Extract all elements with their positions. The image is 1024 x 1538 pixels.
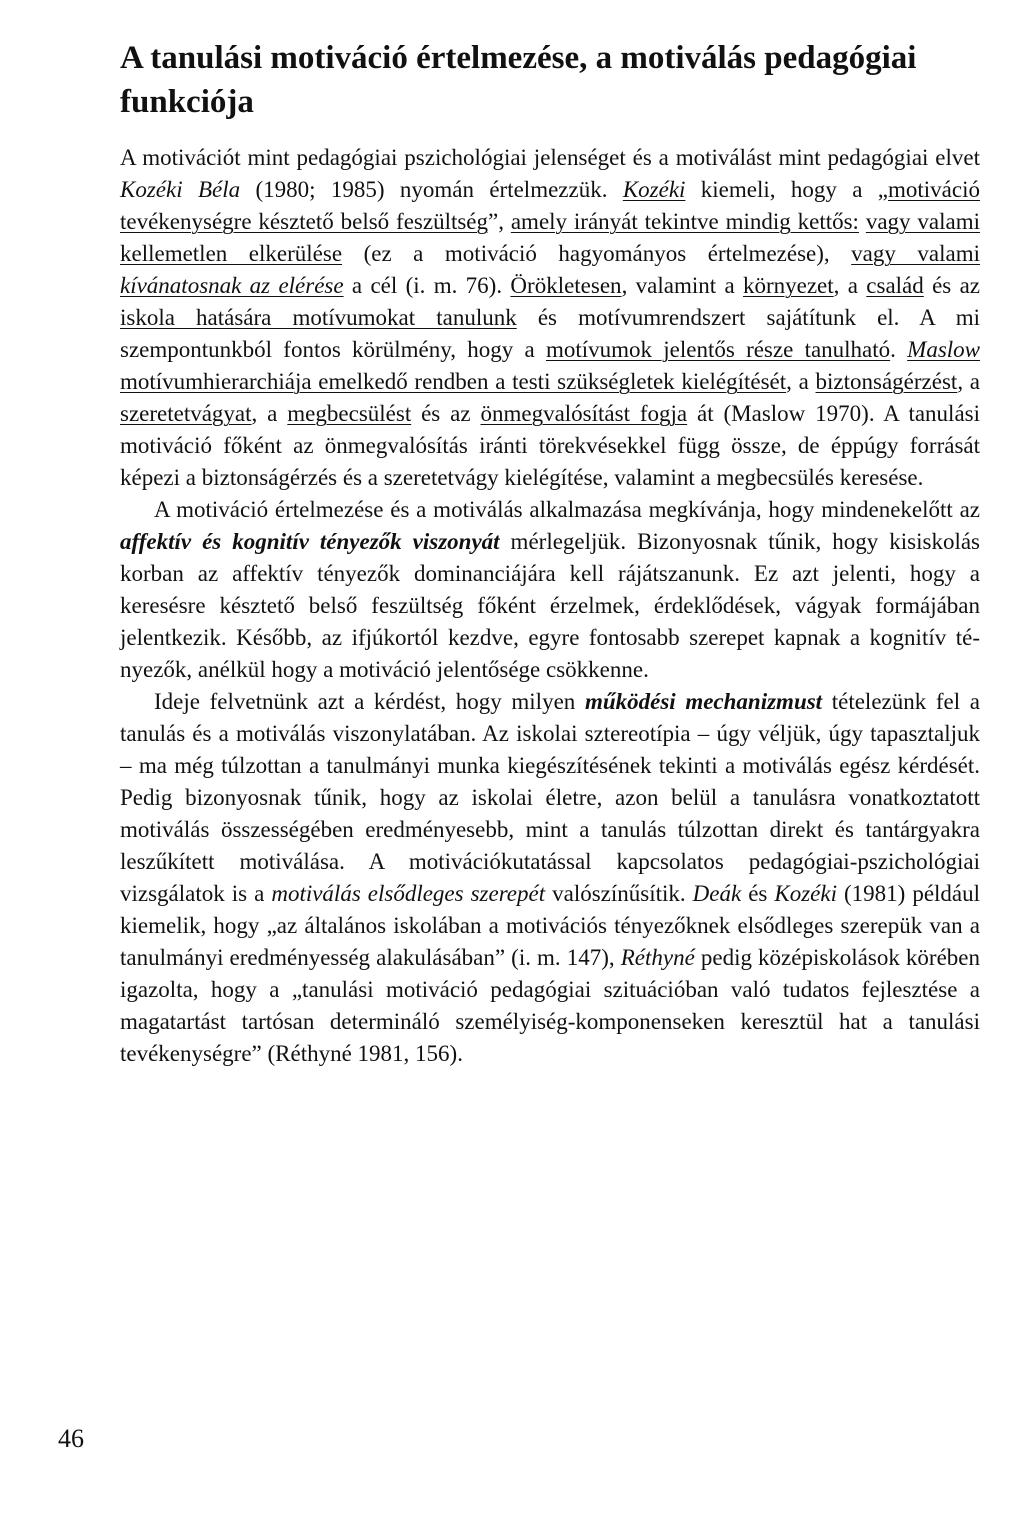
- author-name-underlined: Kozéki: [622, 177, 686, 202]
- underlined-phrase: motiváció tevékenységre késztető belső feszültség: [120, 177, 980, 234]
- italic-underlined-phrase: kívánatosnak az elérése: [120, 273, 344, 298]
- text-run: valószínűsítik.: [545, 881, 693, 906]
- text-run: , a: [957, 369, 980, 394]
- underlined-phrase: szeretetvágyat: [120, 401, 252, 426]
- text-run: ”,: [488, 209, 511, 234]
- underlined-phrase: megbecsülést: [287, 401, 412, 426]
- paragraph-2: [120, 494, 980, 686]
- underlined-phrase: motívumok jelentős része tanulható: [545, 337, 891, 362]
- body-text: [120, 142, 980, 1070]
- paragraph-3: [120, 686, 980, 1070]
- emphasized-term: működési mechanizmust: [584, 689, 823, 714]
- emphasized-term: affektív és kognitív tényezők viszonyát: [120, 529, 500, 554]
- text-run: és az: [411, 401, 481, 426]
- text-run: , a: [251, 401, 288, 426]
- text-run: tételezünk fel a tanulás és a motiválás viszonylatában. Az iskolai sztereotípia – úgy véljük, úgy tapasztaljuk – ma még túlzottan a tanulmányi munka kiegészítésének tekinti a motiválás egész kérdését. Pedig bizonyosnak tűnik, hogy az iskolai életre, azon belül a tanulásra vonatkoztatott motiválás összességében eredményesebb, mint a tanulás túlzottan direkt és tantárgyakra leszűkített motiválása. A motivációkutatással kapcsolatos pedagógiai-pszichológiai vizsgálatok is a: [120, 689, 980, 906]
- text-run: mérlegeljük. Bizonyosnak tűnik, hogy kisiskolás korban az affektív tényezők dominanciájára kell rájátszanunk. Ez azt jelenti, hogy a keresésre késztető belső feszültség főként érzelmek, érdeklődések, vágyak formájában jelentkezik. Később, az ifjúkortól kezdve, egyre fontosabb szerepet kapnak a kognitív tényezők, anélkül hogy a motiváció jelentősége csökkenne.: [120, 529, 980, 682]
- underlined-phrase: vagy valami: [851, 241, 980, 266]
- text-run: (1981) például kiemelik, hogy „az általános iskolában a motivációs tényezőknek elsődleges szerepük van a tanulmányi eredményesség alakulásában” (i. m. 147),: [120, 881, 981, 970]
- text-run: a cél (i. m. 76).: [343, 273, 511, 298]
- author-name: Kozéki: [774, 881, 837, 906]
- text-run: (ez a motiváció hagyományos értelmezése),: [342, 241, 852, 266]
- underlined-phrase: biztonságérzést: [815, 369, 958, 394]
- underlined-phrase: környezet: [742, 273, 834, 298]
- text-run: és: [741, 881, 775, 906]
- text-run: és az: [923, 273, 980, 298]
- text-run: pedig középiskolások körében igazolta, hogy a „tanulási motiváció pedagógiai szituációban való tudatos fejlesztése a magatartást tartósan determináló személyiség-komponenseken keresztül hat a tanulási tevékenységre” (Réthyné 1981, 156).: [120, 945, 980, 1066]
- text-run: , a: [833, 273, 867, 298]
- text-run: .: [890, 337, 908, 362]
- text-run: át (Maslow 1970). A tanulási motiváció főként az önmegvalósítás iránti törekvésekkel függ össze, de éppúgy forrását képezi a biztonságérzés és a szeretetvágy kielégítése, valamint a megbecsülés keresése.: [120, 401, 981, 490]
- underlined-phrase: iskola hatására motívumokat tanulunk: [120, 305, 517, 330]
- text-run: kiemeli, hogy a „: [685, 177, 889, 202]
- paragraph-1: [120, 142, 980, 494]
- page-number: 46: [58, 1424, 84, 1453]
- underlined-phrase: család: [866, 273, 924, 298]
- text-run: , valamint a: [621, 273, 743, 298]
- author-name-underlined: Maslow: [907, 337, 981, 362]
- underlined-phrase: önmegvalósítást fogja: [480, 401, 688, 426]
- text-run: és motívumrendszert sajátítunk el. A mi szempontunkból fontos körülmény, hogy a: [120, 305, 980, 362]
- text-run: A motiváció értelmezése és a motiválás alkalmazása megkívánja, hogy mindenekelőtt az: [154, 497, 980, 522]
- underlined-phrase: vagy valami kellemetlen elkerülése: [120, 209, 980, 266]
- text-run: Ideje felvetnünk azt a kérdést, hogy milyen: [154, 689, 585, 714]
- author-name: Kozéki Béla: [120, 177, 241, 202]
- author-name: Deák: [692, 881, 742, 906]
- underlined-phrase: Örökletesen: [510, 273, 622, 298]
- section-heading: A tanulási motiváció értelmezése, a motiválás pedagógiai funkciója: [120, 40, 917, 120]
- text-run: [859, 209, 866, 234]
- underlined-phrase: amely irányát tekintve mindig kettős:: [510, 209, 859, 234]
- author-name: Réthyné: [620, 945, 695, 970]
- text-run: A motivációt mint pedagógiai pszichológiai jelenséget és a motiválást mint pedagógiai elvet: [120, 145, 980, 170]
- text-run: (1980; 1985) nyomán értelmezzük.: [240, 177, 623, 202]
- text-run: , a: [786, 369, 816, 394]
- underlined-phrase: motívumhierarchiája emelkedő rendben a testi szükségletek kielégítését: [120, 369, 787, 394]
- italic-phrase: motiválás elsődleges szerepét: [271, 881, 546, 906]
